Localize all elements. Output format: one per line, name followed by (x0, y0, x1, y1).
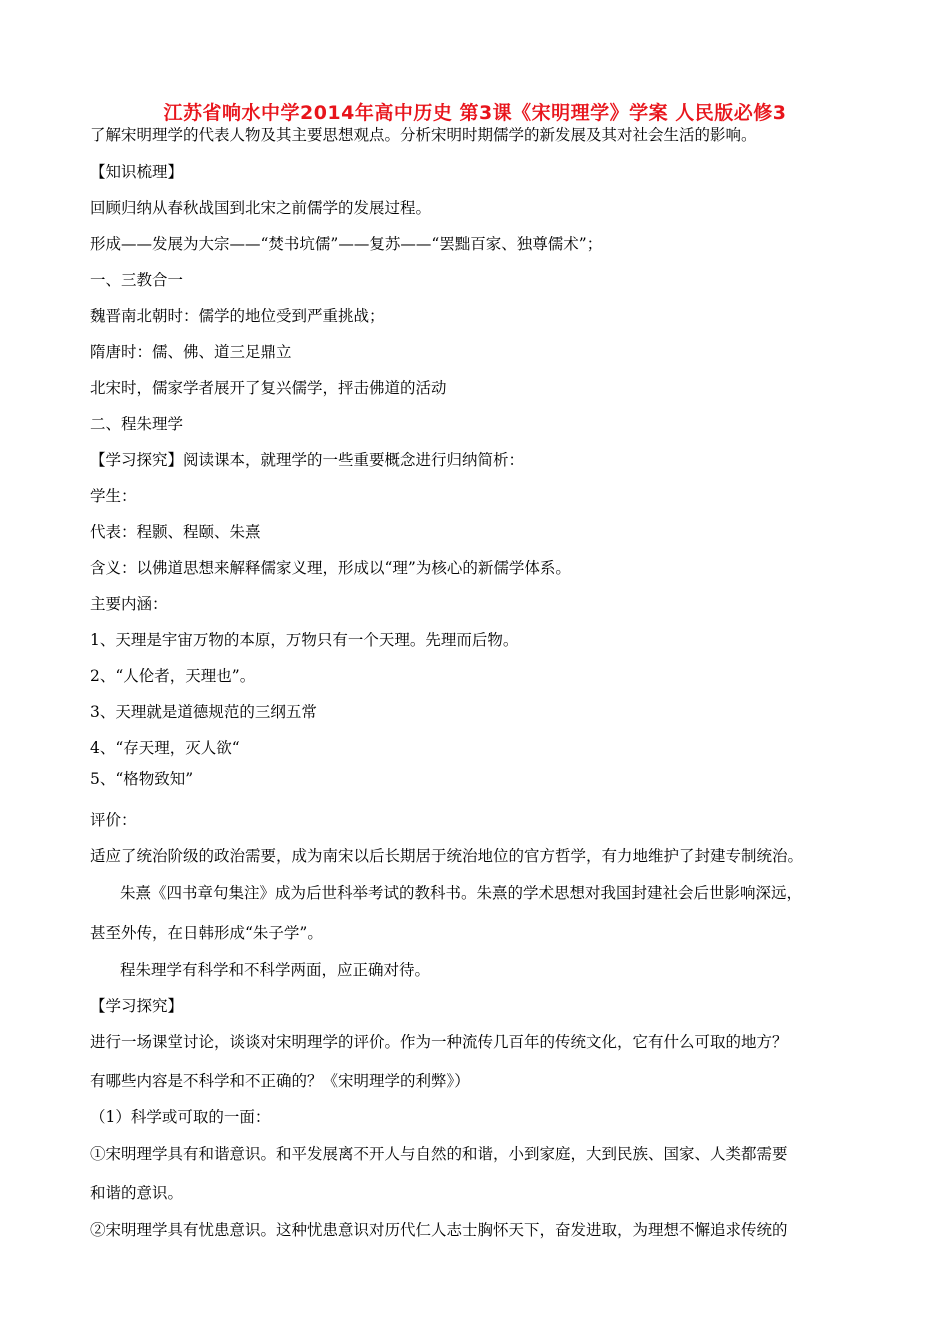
text-line: 了解宋明理学的代表人物及其主要思想观点。分析宋明时期儒学的新发展及其对社会生活的影响。 (90, 126, 757, 144)
text-line: 程朱理学有科学和不科学两面，应正确对待。 (120, 961, 431, 979)
text-line: ①宋明理学具有和谐意识。和平发展离不开人与自然的和谐，小到家庭，大到民族、国家、人类都需要 (90, 1145, 788, 1163)
text-line: 魏晋南北朝时：儒学的地位受到严重挑战； (90, 307, 385, 325)
section-heading: 【学习探究】 (90, 997, 184, 1015)
list-item: 3、天理就是道德规范的三纲五常 (90, 703, 317, 721)
page-title: 江苏省响水中学2014年高中历史 第3课《宋明理学》学案 人民版必修3 (163, 102, 787, 124)
text-line: 学生： (90, 487, 137, 505)
text-line: （1）科学或可取的一面： (90, 1108, 271, 1126)
text-line: ②宋明理学具有忧患意识。这种忧患意识对历代仁人志士胸怀天下，奋发进取，为理想不懈追求传统的 (90, 1221, 788, 1239)
text-line: 主要内涵： (90, 595, 168, 613)
list-item: 2、“人伦者，天理也”。 (90, 667, 256, 685)
text-line: 含义：以佛道思想来解释儒家义理，形成以“理”为核心的新儒学体系。 (90, 559, 571, 577)
text-line: 形成——发展为大宗——“焚书坑儒”——复苏——“罢黜百家、独尊儒术”； (90, 235, 603, 253)
list-item: 1、天理是宇宙万物的本原，万物只有一个天理。先理而后物。 (90, 631, 519, 649)
text-line: 朱熹《四书章句集注》成为后世科举考试的教科书。朱熹的学术思想对我国封建社会后世影响深远， (120, 884, 803, 902)
text-line: 代表：程颢、程颐、朱熹 (90, 523, 261, 541)
list-item: 5、“格物致知” (90, 770, 194, 788)
text-line: 北宋时，儒家学者展开了复兴儒学，抨击佛道的活动 (90, 379, 447, 397)
text-line: 隋唐时：儒、佛、道三足鼎立 (90, 343, 292, 361)
text-line: 甚至外传，在日韩形成“朱子学”。 (90, 924, 323, 942)
text-line: 有哪些内容是不科学和不正确的？《宋明理学的利弊》） (90, 1072, 470, 1090)
text-line: 【学习探究】阅读课本，就理学的一些重要概念进行归纳简析： (90, 451, 525, 469)
text-line: 适应了统治阶级的政治需要，成为南宋以后长期居于统治地位的官方哲学，有力地维护了封建专制统治。 (90, 847, 804, 865)
section-heading: 二、程朱理学 (90, 415, 184, 433)
section-heading: 【知识梳理】 (90, 163, 184, 181)
text-line: 评价： (90, 811, 137, 829)
text-line: 进行一场课堂讨论，谈谈对宋明理学的评价。作为一种流传几百年的传统文化，它有什么可取的地方？ (90, 1033, 788, 1051)
text-line: 和谐的意识。 (90, 1184, 184, 1202)
section-heading: 一、三教合一 (90, 271, 184, 289)
list-item: 4、“存天理，灭人欲“ (90, 739, 240, 757)
text-line: 回顾归纳从春秋战国到北宋之前儒学的发展过程。 (90, 199, 432, 217)
